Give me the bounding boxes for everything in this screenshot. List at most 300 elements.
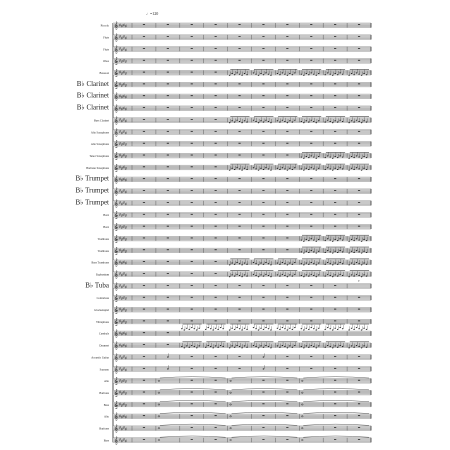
whole-rest: [143, 72, 145, 73]
whole-rest: [334, 368, 336, 369]
whole-rest: [191, 368, 193, 369]
sharp-icon: ♯: [120, 296, 123, 301]
whole-rest: [262, 404, 264, 405]
sharp-icon: ♯: [124, 355, 127, 360]
note-head: [229, 170, 231, 171]
note-head: [255, 168, 256, 169]
sharp-icon: ♯: [119, 153, 121, 158]
note-head: [332, 347, 334, 348]
note-head: [315, 253, 317, 254]
sharp-icon: ♯: [120, 403, 123, 408]
note-head: [342, 121, 344, 122]
clef-icon: 𝄞: [114, 365, 119, 374]
whole-rest: [215, 380, 217, 381]
clef-icon: 𝄞: [114, 57, 119, 66]
whole-rest: [143, 309, 145, 310]
note-head: [231, 73, 233, 74]
note-head: [329, 240, 331, 241]
note-head: [334, 156, 336, 157]
whole-rest: [262, 24, 264, 25]
note-head: [342, 240, 344, 241]
whole-rest: [215, 226, 217, 227]
sharp-icon: ♯: [120, 237, 123, 242]
note-head: [329, 74, 331, 75]
sharp-icon: ♯: [120, 213, 123, 218]
tie-arc: [303, 377, 369, 378]
clef-icon: 𝄞: [114, 294, 119, 303]
note-head: [332, 170, 334, 171]
instrument-label: B♭ Clarinet: [76, 91, 109, 100]
note-head: [270, 347, 272, 348]
whole-rest: [167, 72, 169, 73]
note-head: [246, 169, 248, 170]
sharp-icon: ♯: [124, 438, 127, 443]
instrument-label: Bassoon: [99, 72, 109, 75]
sharp-icon: ♯: [120, 154, 123, 159]
sharp-icon: ♯: [124, 427, 127, 431]
whole-rest: [167, 36, 169, 37]
note-head: [253, 72, 255, 73]
whole-rest: [191, 202, 193, 203]
note-head: [351, 346, 353, 347]
sharp-icon: ♯: [119, 46, 121, 51]
note-head: [239, 121, 241, 122]
instrument-label: Trombone: [97, 249, 109, 253]
note-head: [289, 168, 291, 169]
note-head: [313, 121, 315, 122]
whole-rest: [310, 84, 312, 85]
whole-rest: [238, 36, 240, 37]
note-head: [318, 73, 320, 74]
sharp-icon: ♯: [124, 284, 127, 289]
whole-rest: [310, 24, 312, 25]
whole-rest: [334, 356, 336, 357]
note-head: [334, 73, 336, 74]
instrument-label: Alto Saxophone: [90, 131, 109, 135]
tie-arc: [160, 412, 226, 413]
note-head: [189, 347, 191, 348]
note-head: [253, 167, 255, 168]
whole-rest: [143, 285, 145, 286]
staff-row: [77, 104, 371, 114]
note-head: [287, 170, 289, 171]
clef-icon: 𝄞: [114, 128, 119, 137]
note-head: [361, 330, 363, 331]
note-head: [282, 274, 284, 275]
whole-rest: [262, 238, 264, 239]
note-head: [198, 346, 200, 347]
note-head: [306, 251, 308, 252]
whole-rest: [286, 131, 288, 132]
instrument-label: B♭ Trumpet: [75, 198, 109, 207]
tie-arc: [232, 436, 298, 437]
staff-row: [99, 324, 371, 339]
whole-rest: [167, 238, 169, 239]
whole-rest: [143, 261, 145, 262]
note-head: [265, 262, 267, 263]
sharp-icon: ♯: [119, 129, 121, 134]
note-head: [318, 328, 320, 329]
whole-rest: [286, 238, 288, 239]
whole-rest: [310, 48, 312, 49]
note-head: [308, 122, 310, 123]
sharp-icon: ♯: [124, 24, 127, 29]
note-head: [358, 240, 360, 241]
clef-icon: 𝄞: [114, 69, 119, 77]
sharp-icon: ♯: [122, 153, 125, 158]
sharp-icon: ♯: [122, 307, 125, 312]
whole-rest: [167, 107, 169, 108]
note-head: [361, 276, 363, 277]
clef-icon: 𝄞: [114, 329, 119, 338]
sharp-icon: ♯: [122, 402, 125, 406]
note-head: [366, 240, 368, 241]
sharp-icon: ♯: [119, 413, 121, 418]
clef-icon: 𝄞: [114, 80, 119, 89]
sharp-icon: ♯: [119, 212, 121, 217]
sharp-icon: ♯: [119, 188, 121, 193]
note-head: [361, 264, 363, 265]
note-head: [301, 346, 303, 347]
tie-arc: [232, 400, 298, 401]
note-head: [253, 345, 255, 346]
whole-rest: [238, 84, 240, 85]
note-head: [332, 122, 334, 123]
sharp-icon: ♯: [124, 35, 127, 40]
whole-rest: [143, 226, 145, 227]
note-head: [313, 328, 315, 329]
sharp-icon: ♯: [122, 34, 125, 39]
note-head: [241, 330, 243, 331]
whole-rest: [191, 84, 193, 85]
note-head: [311, 327, 313, 328]
note-head: [361, 347, 363, 348]
note-head: [289, 73, 291, 74]
note-head: [327, 155, 329, 156]
whole-rest: [358, 131, 360, 132]
sharp-icon: ♯: [122, 259, 125, 264]
note-head: [324, 329, 326, 330]
whole-rest: [286, 249, 288, 250]
note-head: [229, 122, 231, 123]
note-head: [294, 72, 296, 73]
whole-rest: [167, 344, 169, 345]
note-head: [258, 276, 260, 277]
note-head: [342, 346, 344, 347]
whole-rest: [238, 48, 240, 49]
note-head: [308, 347, 310, 348]
whole-rest: [334, 131, 336, 132]
note-head: [318, 346, 320, 347]
instrument-label: Euphonium: [95, 273, 109, 277]
sharp-icon: ♯: [119, 378, 121, 383]
note-head: [268, 121, 270, 122]
whole-rest: [262, 321, 264, 322]
whole-rest: [262, 249, 264, 250]
clef-icon: 𝄞: [114, 258, 119, 267]
note-head: [337, 157, 339, 158]
clef-icon: 𝄞: [114, 341, 119, 350]
sharp-icon: ♯: [120, 59, 123, 64]
note-head: [236, 72, 238, 73]
note-head: [292, 122, 294, 123]
sharp-icon: ♯: [124, 261, 127, 266]
whole-rest: [334, 95, 336, 96]
whole-rest: [310, 178, 312, 179]
note-head: [351, 168, 353, 169]
sharp-icon: ♯: [120, 320, 123, 325]
whole-rest: [143, 48, 145, 49]
note-head: [337, 347, 339, 348]
note-head: [301, 263, 303, 264]
tie-arc: [303, 400, 369, 401]
whole-rest: [238, 297, 240, 298]
whole-rest: [286, 226, 288, 227]
whole-rest: [215, 392, 217, 393]
sharp-icon: ♯: [119, 82, 121, 87]
note-head: [289, 274, 291, 275]
note-head: [294, 345, 296, 346]
whole-rest: [215, 24, 217, 25]
sharp-icon: ♯: [120, 225, 123, 230]
note-head: [361, 158, 363, 159]
whole-rest: [167, 178, 169, 179]
whole-rest: [143, 36, 145, 37]
note-head: [337, 240, 339, 241]
note-head: [255, 74, 256, 75]
note-head: [241, 264, 243, 265]
sharp-icon: ♯: [120, 71, 123, 76]
note-head: [334, 120, 336, 121]
whole-rest: [143, 84, 145, 85]
note-head: [353, 157, 355, 158]
note-head: [292, 347, 294, 348]
note-head: [353, 329, 355, 330]
note-head: [196, 347, 198, 348]
note-head: [234, 169, 236, 170]
instrument-label: Acoustic Guitar: [91, 356, 109, 360]
sharp-icon: ♯: [124, 154, 127, 159]
whole-rest: [238, 24, 240, 25]
whole-rest: [262, 214, 264, 215]
note-head: [361, 170, 363, 171]
note-head: [244, 274, 246, 275]
whole-rest: [334, 107, 336, 108]
whole-rest: [358, 84, 360, 85]
instrument-label: Flute: [103, 48, 109, 52]
note-head: [356, 238, 358, 239]
note-head: [306, 168, 308, 169]
note-head: [246, 264, 248, 265]
note-head: [294, 167, 296, 168]
instrument-label: B♭ Tuba: [85, 281, 109, 290]
note-head: [315, 170, 317, 171]
note-head: [244, 168, 246, 169]
whole-rest: [286, 321, 288, 322]
whole-rest: [238, 107, 240, 108]
whole-rest: [191, 95, 193, 96]
whole-rest: [310, 226, 312, 227]
whole-rest: [286, 368, 288, 369]
sharp-icon: ♯: [124, 213, 127, 218]
whole-rest: [286, 380, 288, 381]
note-head: [241, 170, 243, 171]
note-head: [260, 274, 262, 275]
whole-rest: [262, 178, 264, 179]
note-head: [231, 346, 233, 347]
note-head: [306, 239, 308, 240]
whole-rest: [262, 48, 264, 49]
whole-rest: [286, 24, 288, 25]
sharp-icon: ♯: [122, 283, 125, 288]
whole-rest: [238, 155, 240, 156]
whole-rest: [334, 226, 336, 227]
whole-rest: [334, 285, 336, 286]
note-head: [258, 170, 260, 171]
note-head: [167, 357, 169, 358]
whole-rest: [143, 178, 145, 179]
note-head: [339, 345, 341, 346]
whole-rest: [215, 439, 217, 440]
note-head: [231, 328, 233, 329]
note-head: [327, 327, 329, 328]
note-head: [356, 345, 358, 346]
note-head: [351, 328, 353, 329]
note-head: [292, 276, 294, 277]
note-head: [332, 276, 334, 277]
whole-rest: [358, 95, 360, 96]
note-head: [306, 274, 308, 275]
whole-rest: [358, 48, 360, 49]
note-head: [361, 75, 363, 76]
note-head: [241, 347, 243, 348]
note-head: [279, 276, 281, 277]
whole-rest: [143, 190, 145, 191]
clef-icon: 𝄞: [114, 175, 119, 184]
sharp-icon: ♯: [119, 141, 121, 146]
note-head: [260, 328, 262, 329]
note-head: [363, 239, 365, 240]
note-head: [255, 275, 256, 276]
note-head: [318, 239, 320, 240]
sharp-icon: ♯: [124, 296, 127, 301]
note-head: [363, 263, 365, 264]
note-head: [366, 122, 368, 123]
instrument-label: Drumset: [99, 344, 109, 348]
sharp-icon: ♯: [124, 367, 127, 372]
whole-rest: [238, 95, 240, 96]
sharp-icon: ♯: [122, 330, 125, 335]
note-head: [241, 276, 243, 277]
clef-icon: 𝄞: [114, 140, 119, 149]
sharp-icon: ♯: [120, 355, 123, 360]
note-head: [270, 75, 272, 76]
note-head: [289, 120, 291, 121]
whole-rest: [167, 261, 169, 262]
note-head: [236, 274, 238, 275]
sharp-icon: ♯: [124, 344, 127, 349]
whole-rest: [191, 273, 193, 274]
instrument-label: Glockenspiel: [94, 309, 109, 312]
whole-rest: [191, 155, 193, 156]
sharp-icon: ♯: [124, 178, 127, 183]
note-head: [315, 122, 317, 123]
sharp-icon: ♯: [119, 390, 121, 395]
whole-rest: [191, 190, 193, 191]
note-head: [356, 274, 358, 275]
note-head: [342, 157, 344, 158]
clef-icon: 𝄞: [114, 187, 119, 196]
sharp-icon: ♯: [120, 201, 123, 206]
sharp-icon: ♯: [122, 212, 125, 217]
sharp-icon: ♯: [124, 47, 127, 52]
whole-rest: [215, 72, 217, 73]
note-head: [258, 330, 260, 331]
clef-icon: 𝄞: [114, 21, 119, 30]
whole-rest: [286, 214, 288, 215]
note-head: [265, 327, 267, 328]
note-head: [231, 263, 233, 264]
whole-rest: [143, 24, 145, 25]
whole-rest: [191, 321, 193, 322]
note-head: [366, 169, 368, 170]
note-head: [236, 167, 238, 168]
note-head: [303, 170, 305, 171]
note-head: [205, 329, 207, 330]
whole-rest: [238, 214, 240, 215]
note-head: [358, 157, 360, 158]
whole-rest: [191, 427, 193, 428]
note-head: [332, 75, 334, 76]
sharp-icon: ♯: [120, 332, 123, 337]
note-head: [265, 120, 267, 121]
note-head: [329, 168, 331, 169]
whole-rest: [334, 380, 336, 381]
sharp-icon: ♯: [122, 247, 125, 252]
note-head: [287, 122, 289, 123]
staff-row: [91, 352, 371, 362]
note-head: [189, 329, 191, 330]
whole-rest: [310, 285, 312, 286]
whole-rest: [238, 190, 240, 191]
note-head: [268, 263, 270, 264]
sharp-icon: ♯: [124, 379, 127, 384]
note-head: [315, 241, 317, 242]
sharp-icon: ♯: [122, 319, 125, 324]
instrument-label: Bass: [103, 403, 109, 407]
note-head: [363, 156, 365, 157]
whole-rest: [191, 285, 193, 286]
sharp-icon: ♯: [124, 95, 127, 100]
whole-rest: [262, 285, 264, 286]
sharp-icon: ♯: [120, 83, 123, 88]
note-head: [270, 330, 272, 331]
sharp-icon: ♯: [124, 272, 127, 277]
staff-row: [97, 293, 371, 303]
sharp-icon: ♯: [119, 366, 121, 371]
staff-row: [104, 376, 371, 386]
instrument-label: Alto: [104, 380, 109, 384]
note-head: [212, 330, 214, 331]
sharp-icon: ♯: [122, 378, 125, 383]
note-head: [318, 120, 320, 121]
whole-rest: [215, 238, 217, 239]
note-head: [306, 156, 308, 157]
sharp-icon: ♯: [124, 118, 127, 123]
whole-rest: [238, 321, 240, 322]
whole-rest: [358, 297, 360, 298]
clef-icon: 𝄞: [114, 400, 119, 409]
